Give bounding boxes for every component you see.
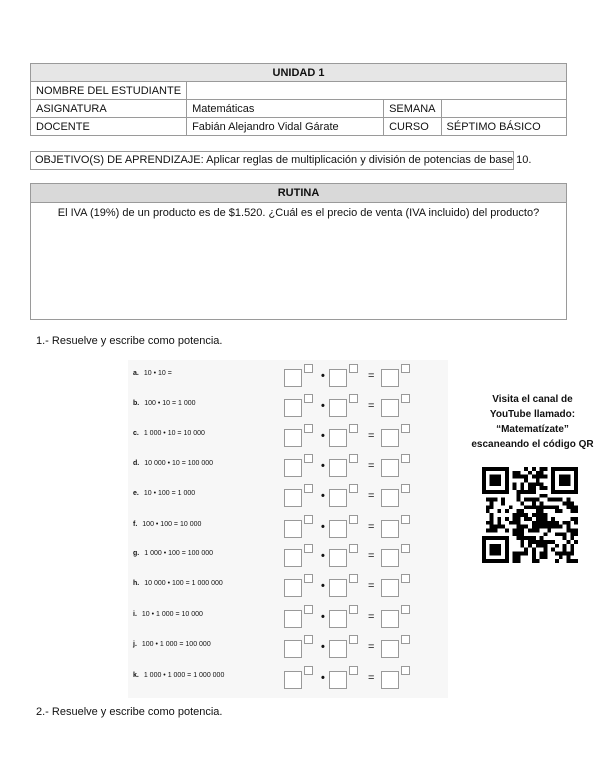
multiply-sign: •	[321, 490, 325, 502]
result-box-exponent[interactable]	[401, 484, 410, 493]
base-box-2[interactable]	[329, 369, 347, 387]
base-box-2[interactable]	[329, 459, 347, 477]
exercise-expression: 100 • 100 = 10 000	[142, 521, 202, 528]
result-box[interactable]	[381, 640, 399, 658]
exercise-row	[128, 394, 448, 422]
subject-value: Matemáticas	[187, 100, 384, 118]
base-box-2[interactable]	[329, 610, 347, 628]
student-label: NOMBRE DEL ESTUDIANTE	[31, 82, 187, 100]
base-box-2[interactable]	[329, 520, 347, 538]
base-box-2-exponent[interactable]	[349, 666, 358, 675]
promo-line-1: Visita el canal de	[492, 394, 573, 405]
equals-sign: =	[368, 550, 375, 562]
week-field[interactable]	[441, 100, 566, 118]
exercise-label	[133, 611, 203, 618]
multiply-sign: •	[321, 460, 325, 472]
equals-sign: =	[368, 641, 375, 653]
exercise-label	[133, 641, 211, 648]
multiply-sign: •	[321, 611, 325, 623]
base-box-2-exponent[interactable]	[349, 515, 358, 524]
base-box-1-exponent[interactable]	[304, 364, 313, 373]
exercise-label	[133, 400, 196, 407]
result-box-exponent[interactable]	[401, 574, 410, 583]
base-box-2[interactable]	[329, 549, 347, 567]
exercise-row	[128, 454, 448, 482]
exercise-label	[133, 430, 205, 437]
result-box[interactable]	[381, 459, 399, 477]
base-box-2-exponent[interactable]	[349, 454, 358, 463]
result-box-exponent[interactable]	[401, 394, 410, 403]
base-box-2[interactable]	[329, 579, 347, 597]
exercise-letter: e.	[133, 490, 139, 497]
base-box-2-exponent[interactable]	[349, 484, 358, 493]
base-box-1[interactable]	[284, 369, 302, 387]
rutina-box	[30, 183, 567, 320]
promo-line-2: YouTube llamado:	[489, 409, 576, 420]
result-box[interactable]	[381, 520, 399, 538]
multiply-sign: •	[321, 370, 325, 382]
equals-sign: =	[368, 460, 375, 472]
base-box-1[interactable]	[284, 429, 302, 447]
result-box[interactable]	[381, 429, 399, 447]
header-table	[30, 63, 567, 136]
base-box-1-exponent[interactable]	[304, 666, 313, 675]
result-box-exponent[interactable]	[401, 666, 410, 675]
exercise-row	[128, 424, 448, 452]
base-box-1[interactable]	[284, 459, 302, 477]
student-field[interactable]	[187, 82, 567, 100]
equals-sign: =	[368, 400, 375, 412]
result-box[interactable]	[381, 369, 399, 387]
exercise-expression: 1 000 • 100 = 100 000	[144, 550, 214, 557]
base-box-1[interactable]	[284, 640, 302, 658]
exercise-expression: 10 000 • 100 = 1 000 000	[144, 580, 223, 587]
result-box-exponent[interactable]	[401, 424, 410, 433]
qr-code-icon[interactable]	[482, 467, 578, 563]
equals-sign: =	[368, 611, 375, 623]
exercise-row	[128, 605, 448, 633]
base-box-2-exponent[interactable]	[349, 635, 358, 644]
base-box-1-exponent[interactable]	[304, 454, 313, 463]
exercise-row	[128, 666, 448, 694]
base-box-1-exponent[interactable]	[304, 574, 313, 583]
base-box-1[interactable]	[284, 549, 302, 567]
exercise-label	[133, 490, 195, 497]
objective-box: OBJETIVO(S) DE APRENDIZAJE: Aplicar reglas de multiplicación y división de potencias de base 10.	[30, 151, 514, 170]
exercise-label	[133, 550, 213, 557]
base-box-1-exponent[interactable]	[304, 635, 313, 644]
promo-line-4: escaneando el código QR	[471, 439, 594, 450]
exercise-letter: a.	[133, 370, 139, 377]
exercise-label	[133, 460, 213, 467]
base-box-1[interactable]	[284, 579, 302, 597]
rutina-title: RUTINA	[31, 184, 566, 203]
exercise-row	[128, 515, 448, 543]
question-1: 1.- Resuelve y escribe como potencia.	[36, 335, 223, 347]
base-box-1-exponent[interactable]	[304, 515, 313, 524]
base-box-2-exponent[interactable]	[349, 544, 358, 553]
exercise-expression: 10 • 10 =	[143, 370, 172, 377]
exercise-letter: g.	[133, 550, 140, 557]
base-box-1[interactable]	[284, 671, 302, 689]
base-box-2-exponent[interactable]	[349, 574, 358, 583]
teacher-label: DOCENTE	[31, 118, 187, 136]
result-box-exponent[interactable]	[401, 364, 410, 373]
base-box-1[interactable]	[284, 610, 302, 628]
exercise-letter: k.	[133, 672, 139, 679]
exercise-row	[128, 544, 448, 572]
equals-sign: =	[368, 370, 375, 382]
exercise-expression: 100 • 10 = 1 000	[144, 400, 196, 407]
multiply-sign: •	[321, 641, 325, 653]
promo-line-3: “Matematízate”	[496, 424, 569, 435]
exercise-expression: 10 • 100 = 1 000	[143, 490, 196, 497]
result-box[interactable]	[381, 489, 399, 507]
result-box[interactable]	[381, 610, 399, 628]
exercise-label	[133, 672, 224, 679]
multiply-sign: •	[321, 521, 325, 533]
exercise-label	[133, 521, 201, 528]
base-box-2[interactable]	[329, 429, 347, 447]
result-box[interactable]	[381, 671, 399, 689]
base-box-2[interactable]	[329, 399, 347, 417]
base-box-2[interactable]	[329, 489, 347, 507]
exercise-expression: 10 000 • 10 = 100 000	[144, 460, 214, 467]
base-box-2-exponent[interactable]	[349, 424, 358, 433]
result-box[interactable]	[381, 579, 399, 597]
result-box[interactable]	[381, 399, 399, 417]
exercise-letter: c.	[133, 430, 139, 437]
exercise-letter: b.	[133, 400, 140, 407]
exercise-letter: h.	[133, 580, 140, 587]
result-box-exponent[interactable]	[401, 635, 410, 644]
exercise-letter: j.	[133, 641, 137, 648]
result-box-exponent[interactable]	[401, 544, 410, 553]
equals-sign: =	[368, 580, 375, 592]
exercise-label	[133, 580, 223, 587]
unit-title: UNIDAD 1	[31, 64, 567, 82]
multiply-sign: •	[321, 550, 325, 562]
week-label: SEMANA	[384, 100, 441, 118]
result-box-exponent[interactable]	[401, 605, 410, 614]
exercise-label	[133, 370, 172, 377]
subject-label: ASIGNATURA	[31, 100, 187, 118]
exercise-expression: 1 000 • 10 = 10 000	[143, 430, 205, 437]
base-box-1[interactable]	[284, 399, 302, 417]
base-box-2-exponent[interactable]	[349, 364, 358, 373]
equals-sign: =	[368, 490, 375, 502]
exercise-row	[128, 574, 448, 602]
exercise-expression: 1 000 • 1 000 = 1 000 000	[143, 672, 225, 679]
exercise-expression: 10 • 1 000 = 10 000	[141, 611, 203, 618]
course-label: CURSO	[384, 118, 441, 136]
question-2: 2.- Resuelve y escribe como potencia.	[36, 706, 223, 718]
equals-sign: =	[368, 521, 375, 533]
multiply-sign: •	[321, 580, 325, 592]
result-box-exponent[interactable]	[401, 515, 410, 524]
result-box[interactable]	[381, 549, 399, 567]
exercise-letter: i.	[133, 611, 137, 618]
base-box-1-exponent[interactable]	[304, 544, 313, 553]
base-box-1[interactable]	[284, 489, 302, 507]
exercise-letter: f.	[133, 521, 138, 528]
base-box-1-exponent[interactable]	[304, 394, 313, 403]
base-box-2[interactable]	[329, 640, 347, 658]
exercise-row	[128, 364, 448, 392]
teacher-value: Fabián Alejandro Vidal Gárate	[187, 118, 384, 136]
rutina-text: El IVA (19%) de un producto es de $1.520. ¿Cuál es el precio de venta (IVA incluido) del producto?	[57, 207, 540, 219]
qr-pattern	[482, 467, 578, 563]
multiply-sign: •	[321, 430, 325, 442]
base-box-2-exponent[interactable]	[349, 605, 358, 614]
promo-text	[470, 392, 595, 452]
equals-sign: =	[368, 430, 375, 442]
base-box-2[interactable]	[329, 671, 347, 689]
exercise-expression: 100 • 1 000 = 100 000	[141, 641, 211, 648]
exercise-row	[128, 635, 448, 663]
multiply-sign: •	[321, 672, 325, 684]
base-box-1-exponent[interactable]	[304, 484, 313, 493]
base-box-1-exponent[interactable]	[304, 605, 313, 614]
base-box-1[interactable]	[284, 520, 302, 538]
exercise-letter: d.	[133, 460, 140, 467]
multiply-sign: •	[321, 400, 325, 412]
exercise-row	[128, 484, 448, 512]
course-value: SÉPTIMO BÁSICO	[441, 118, 566, 136]
base-box-2-exponent[interactable]	[349, 394, 358, 403]
equals-sign: =	[368, 672, 375, 684]
result-box-exponent[interactable]	[401, 454, 410, 463]
base-box-1-exponent[interactable]	[304, 424, 313, 433]
exercise-list	[128, 360, 448, 698]
